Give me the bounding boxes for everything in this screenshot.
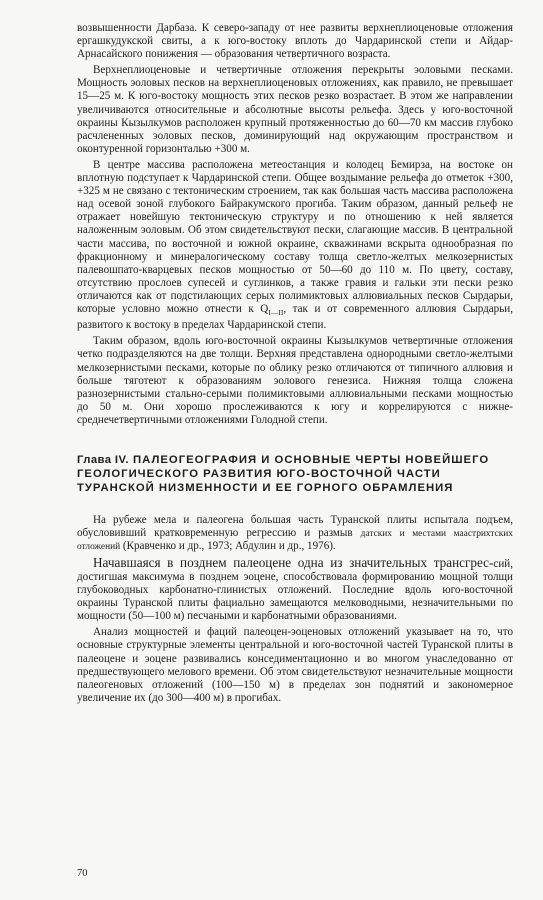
paragraph-3-text: В центре массива расположена метеостанция и колодец Бемирза, на востоке он вплотную подступает к Чардаринской степи. Общее воздымание рельефа до отметок +300, +325 м не связано с тектоническим строением, так как большая часть массива расположена над осевой зоной глубокого Байракумского прогиба. Таким образом, данный рельеф не отражает новейшую тектоническую структуру и по отношению к ней является наложенным эоловым. Об этом свидетельствуют пески, слагающие массив. В центральной части массива, по восточной и южной окраине, скважинами вскрыта однообразная по фракционному и минералогическому составу толща светло-желтых мелкозернистых палевошпато-кварцевых песков мощностью от 50—60 до 110 м. По цвету, составу, отсутствию прослоев супесей и суглинков, а также гравия и гальки эти пески резко отличаются как от подстилающих серых полимиктовых аллювиальных песков Сырдарьи, которые условно можно отнести к Q <box>77 158 513 315</box>
paragraph-6-large-text: Начавшаяся в позднем палеоцене одна из значительных трансгрес- <box>93 554 494 570</box>
page-number: 70 <box>77 868 88 879</box>
quaternary-subscript: I—II <box>268 308 284 318</box>
paragraph-4: Таким образом, вдоль юго-восточной окраины Кызылкумов четвертичные отложения четко подразделяются на две толщи. Верхняя представлена однородными светло-желтыми мелкозернистыми песками, которые по облику резко отличаются от типичного аллювия и больше тяготеют к образованиям эолового генезиса. Нижняя толща сложена разнозернистыми стально-серыми полимиктовыми аллювиальными песками мощностью до 50 м. Они хорошо прослеживаются к югу и коррелируются с нижне-среднечетвертичными отложениями Голодной степи. <box>77 335 513 426</box>
paragraph-1: возвышенности Дарбаза. К северо-западу от нее развиты верхнеплиоценовые отложения ергашкудукской свиты, а к юго-востоку вплоть до Чардаринской степи и Айдар-Арнасайского понижения — образования четвертичного возраста. <box>77 22 513 61</box>
paragraph-5-text: На рубеже мела и палеогена большая часть Туранской плиты испытала подъем, обусловивший кратковременную регрессию и размыв <box>77 513 513 539</box>
chapter-number: Глава IV. <box>77 454 129 467</box>
paragraph-6 <box>77 556 513 623</box>
chapter-heading <box>77 453 513 496</box>
paragraph-5-small-text: датских и местами маастрихтских отложений <box>77 528 513 552</box>
paragraph-2: Верхнеплиоценовые и четвертичные отложения перекрыты эоловыми песками. Мощность эоловых песков на верхнеплиоценовых отложениях, как правило, не превышает 15—25 м. К юго-востоку мощность этих песков резко возрастает. В этом же направлении увеличиваются относительные и абсолютные высоты рельефа. Здесь у юго-восточной окраины Кызылкумов расположен крупный протяженностью до 60—70 км массив глубоко расчлененных эоловых песков, доминирующий над окружающим пространством и оконтуренной горизонталью +300 м. <box>77 64 513 155</box>
paragraph-5-citation: (Кравченко и др., 1973; Абдулин и др., 1976). <box>120 539 336 552</box>
paragraph-3-tail: , так и от современного аллювия Сырдарьи, развитого к востоку в пределах Чардаринской степи. <box>77 302 513 332</box>
chapter-title: ПАЛЕОГЕОГРАФИЯ И ОСНОВНЫЕ ЧЕРТЫ НОВЕЙШЕГО ГЕОЛОГИЧЕСКОГО РАЗВИТИЯ ЮГО-ВОСТОЧНОЙ ЧАСТИ ТУРАНСКОЙ НИЗМЕННОСТИ И ЕЕ ГОРНОГО ОБРАМЛЕНИЯ <box>77 454 490 495</box>
paragraph-7: Анализ мощностей и фаций палеоцен-эоценовых отложений указывает на то, что основные структурные элементы центральной и юго-восточной частей Туранской плиты в палеоцене и эоцене развивались конседиментационно и во многом унаследованно от предшествующего мелового времени. Об этом свидетельствуют незначительные мощности палеогеновых отложений (100—150 м) в пределах зон поднятий и закономерное увеличение их (до 300—400 м) в прогибах. <box>77 626 513 704</box>
paragraph-3 <box>77 159 513 332</box>
page-body <box>77 22 513 705</box>
paragraph-5 <box>77 514 513 553</box>
paragraph-6-text: сий, достигшая максимума в позднем эоцене, способствовала формированию мощной толщи глубоководных карбонатно-глинистых отложений. Последние вдоль юго-восточной окраины Туранской плиты фациально замещаются мелководными, незначительными по мощности (50—100 м) песчаными и карбонатными образованиями. <box>77 557 513 623</box>
